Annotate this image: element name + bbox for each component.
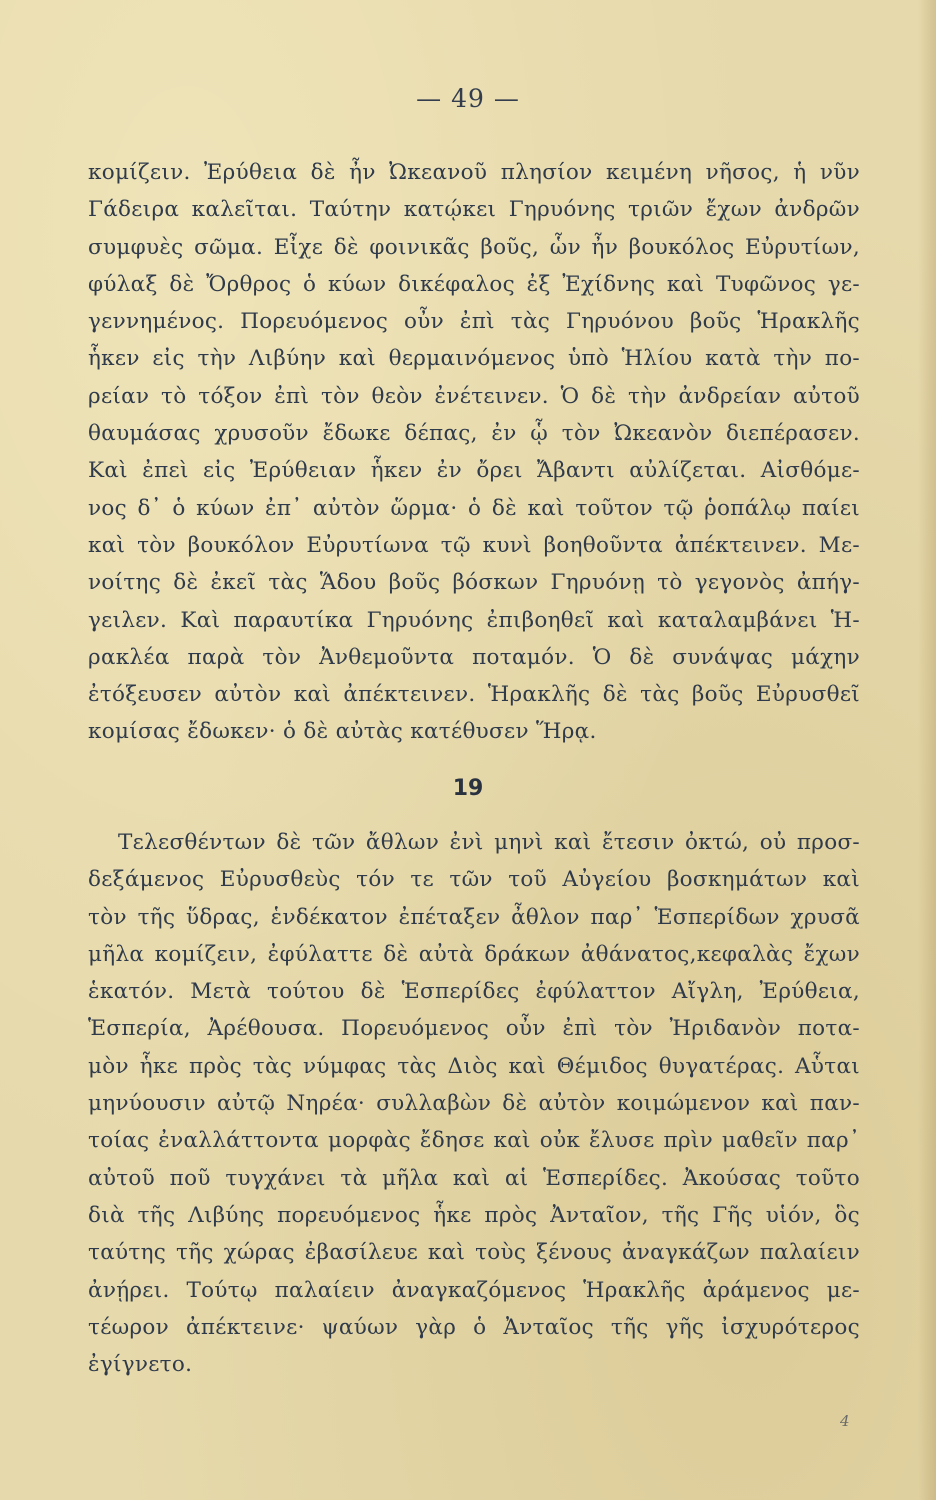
- section-number: 19: [452, 776, 484, 801]
- text-line: συμφυὲς σῶμα. Εἶχε δὲ φοινικᾶς βοῦς, ὧν ἦν βουκόλος Εὐρυτίων,: [88, 234, 860, 260]
- text-line: τέωρον ἀπέκτεινε· ψαύων γὰρ ὁ Ἀνταῖος τῆς γῆς ἰσχυρότερος: [88, 1314, 860, 1340]
- text-line: μῆλα κομίζειν, ἐφύλαττε δὲ αὐτὰ δράκων ἀθάνατος,κεφαλὰς ἔχων: [88, 941, 860, 967]
- text-line: τοίας ἐναλλάττοντα μορφὰς ἔδησε καὶ οὐκ ἔλυσε πρὶν μαθεῖν παρ᾽: [88, 1128, 860, 1154]
- text-line: γεννημένος. Πορευόμενος οὖν ἐπὶ τὰς Γηρυόνου βοῦς Ἡρακλῆς: [88, 309, 860, 335]
- text-line: διὰ τῆς Λιβύης πορευόμενος ἧκε πρὸς Ἀνταῖον, τῆς Γῆς υἱόν, ὃς: [88, 1202, 860, 1228]
- text-line: θαυμάσας χρυσοῦν ἔδωκε δέπας, ἐν ᾧ τὸν Ὠκεανὸν διεπέρασεν.: [88, 421, 860, 447]
- text-line: μηνύουσιν αὐτῷ Νηρέα· συλλαβὼν δὲ αὐτὸν κοιμώμενον καὶ παν-: [88, 1091, 860, 1117]
- text-line: Γάδειρα καλεῖται. Ταύτην κατῴκει Γηρυόνης τριῶν ἔχων ἀνδρῶν: [88, 197, 860, 223]
- text-line: τὸν τῆς ὕδρας, ἑνδέκατον ἐπέταξεν ἆθλον παρ᾽ Ἑσπερίδων χρυσᾶ: [88, 904, 860, 930]
- text-line: Τελεσθέντων δὲ τῶν ἄθλων ἐνὶ μηνὶ καὶ ἔτεσιν ὀκτώ, οὐ προσ-: [118, 830, 860, 855]
- text-line: νοίτης δὲ ἐκεῖ τὰς Ἅδου βοῦς βόσκων Γηρυόνῃ τὸ γεγονὸς ἀπήγ-: [88, 570, 860, 596]
- printer-signature-mark: 4: [840, 1412, 850, 1430]
- text-line: δεξάμενος Εὐρυσθεὺς τόν τε τῶν τοῦ Αὐγείου βοσκημάτων καὶ: [88, 867, 860, 893]
- page-number: — 49 —: [416, 84, 520, 113]
- text-line: καὶ τὸν βουκόλον Εὐρυτίωνα τῷ κυνὶ βοηθοῦντα ἀπέκτεινεν. Με-: [88, 532, 860, 558]
- paragraph-hesperides: [88, 824, 860, 1383]
- text-line: ἑκατόν. Μετὰ τούτου δὲ Ἑσπερίδες ἐφύλαττον Αἴγλη, Ἐρύθεια,: [88, 979, 860, 1005]
- text-line: γειλεν. Καὶ παραυτίκα Γηρυόνης ἐπιβοηθεῖ καὶ καταλαμβάνει Ἡ-: [88, 607, 860, 633]
- text-line: Καὶ ἐπεὶ εἰς Ἐρύθειαν ἧκεν ἐν ὄρει Ἄβαντι αὐλίζεται. Αἰσθόμε-: [88, 458, 860, 484]
- text-line: μὸν ἧκε πρὸς τὰς νύμφας τὰς Διὸς καὶ Θέμιδος θυγατέρας. Αὗται: [88, 1053, 860, 1079]
- text-line: φύλαξ δὲ Ὄρθρος ὁ κύων δικέφαλος ἐξ Ἐχίδνης καὶ Τυφῶνος γε-: [88, 271, 860, 297]
- text-line: Ἑσπερία, Ἀρέθουσα. Πορευόμενος οὖν ἐπὶ τὸν Ἠριδανὸν ποτα-: [88, 1016, 860, 1042]
- text-line: ρακλέα παρὰ τὸν Ἀνθεμοῦντα ποταμόν. Ὁ δὲ συνάψας μάχην: [88, 644, 860, 670]
- text-line: ταύτης τῆς χώρας ἐβασίλευε καὶ τοὺς ξένους ἀναγκάζων παλαίειν: [88, 1240, 860, 1266]
- text-line: ἀνῄρει. Τούτῳ παλαίειν ἀναγκαζόμενος Ἡρακλῆς ἀράμενος με-: [88, 1277, 860, 1303]
- paragraph-heracles-geryon: [88, 154, 860, 751]
- text-line: νος δ᾽ ὁ κύων ἐπ᾽ αὐτὸν ὥρμα· ὁ δὲ καὶ τοῦτον τῷ ῥοπάλῳ παίει: [88, 495, 860, 521]
- text-line: ἐτόξευσεν αὐτὸν καὶ ἀπέκτεινεν. Ἡρακλῆς δὲ τὰς βοῦς Εὐρυσθεῖ: [88, 682, 860, 708]
- text-line: κομίσας ἔδωκεν· ὁ δὲ αὐτὰς κατέθυσεν Ἥρᾳ.: [88, 719, 597, 745]
- text-line: ρείαν τὸ τόξον ἐπὶ τὸν θεὸν ἐνέτεινεν. Ὁ δὲ τὴν ἀνδρείαν αὐτοῦ: [88, 383, 860, 409]
- page-edge-shadow: [918, 0, 936, 1500]
- text-line: ἐγίγνετο.: [88, 1352, 193, 1378]
- text-line: ἧκεν εἰς τὴν Λιβύην καὶ θερμαινόμενος ὑπὸ Ἡλίου κατὰ τὴν πο-: [88, 346, 860, 372]
- text-line: αὐτοῦ ποῦ τυγχάνει τὰ μῆλα καὶ αἱ Ἑσπερίδες. Ἀκούσας τοῦτο: [88, 1165, 860, 1191]
- text-line: κομίζειν. Ἐρύθεια δὲ ἦν Ὠκεανοῦ πλησίον κειμένη νῆσος, ἡ νῦν: [88, 160, 860, 185]
